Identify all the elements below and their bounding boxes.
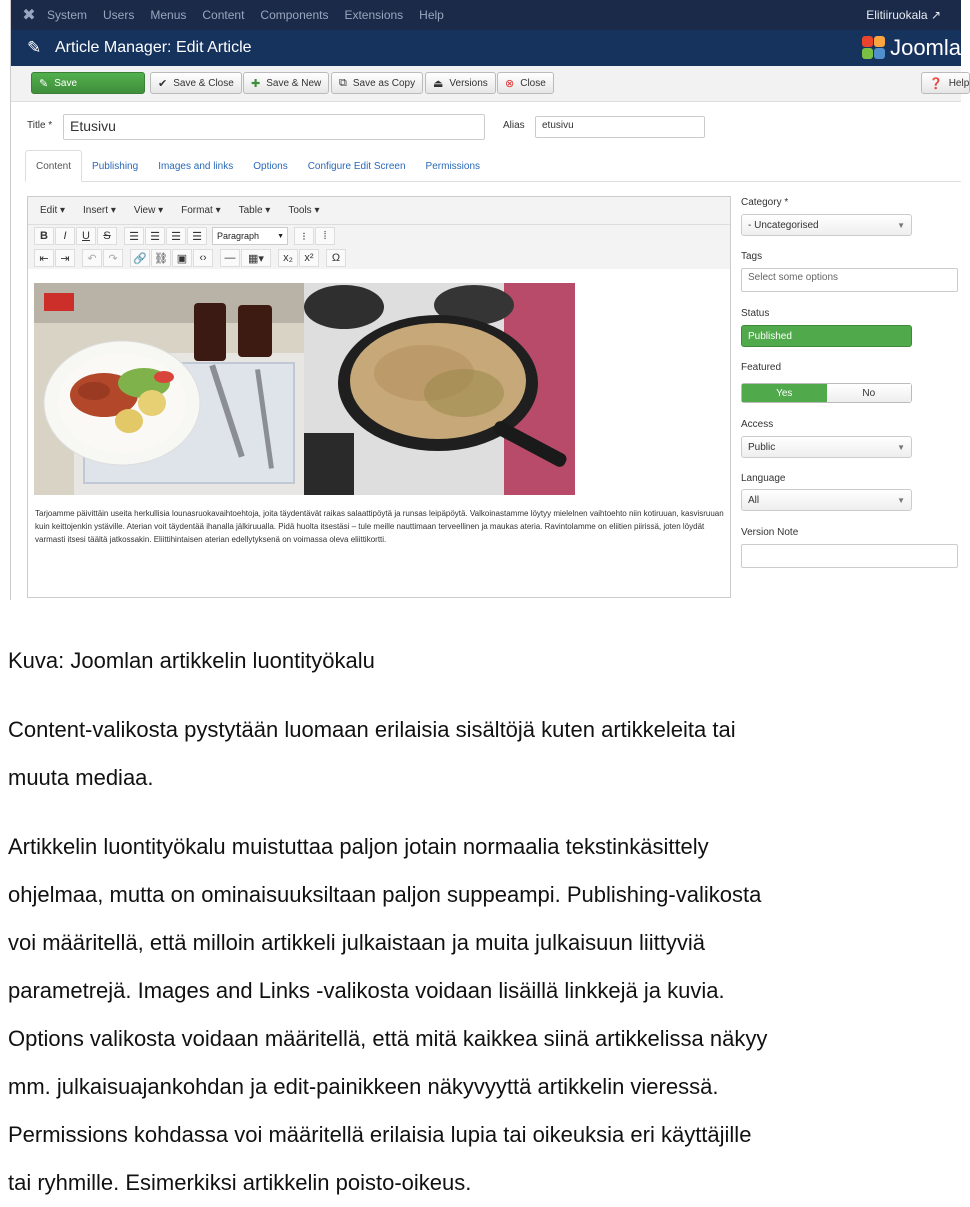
align-center-icon[interactable]: ☰ — [145, 227, 165, 245]
admin-menu — [47, 8, 460, 22]
paragraph-select-value: Paragraph — [217, 231, 260, 241]
featured-yes-button[interactable]: Yes — [742, 384, 827, 402]
title-label: Title * — [27, 120, 53, 131]
editor-toolbar-row-2 — [28, 247, 730, 269]
bullet-list-icon[interactable]: ⁝ — [294, 227, 314, 245]
paragraph-1-line-1: Content-valikosta pystytään luomaan erilaisia sisältöjä kuten artikkeleita tai — [8, 717, 736, 742]
lunch-plate-photo — [34, 283, 304, 495]
access-value: Public — [748, 441, 776, 453]
paragraph-2-line-1: Artikkelin luontityökalu muistuttaa paljon jotain normaalia tekstinkäsittely — [8, 834, 709, 859]
indent-icon[interactable]: ⇥ — [55, 249, 75, 267]
italic-icon[interactable]: I — [55, 227, 75, 245]
tags-input[interactable]: Select some options — [741, 268, 958, 292]
outdent-icon[interactable]: ⇤ — [34, 249, 54, 267]
save-new-label: Save & New — [266, 77, 322, 89]
menu-extensions[interactable]: Extensions — [344, 8, 404, 22]
joomla-mark-icon — [862, 36, 886, 60]
menu-menus[interactable]: Menus — [150, 8, 187, 22]
chevron-down-icon: ▼ — [277, 232, 284, 240]
plus-icon: ✚ — [251, 77, 261, 90]
tab-images-links[interactable]: Images and links — [158, 161, 234, 172]
paragraph-2-line-8: tai ryhmille. Esimerkiksi artikkelin poisto-oikeus. — [8, 1170, 472, 1195]
close-button[interactable] — [497, 72, 554, 94]
paragraph-2-line-5: Options valikosta voidaan määritellä, että mitä kaikkea siinä artikkelissa näkyy — [8, 1026, 768, 1051]
language-select[interactable] — [741, 489, 912, 511]
menu-users[interactable]: Users — [103, 8, 135, 22]
title-input[interactable]: Etusivu — [63, 114, 485, 140]
status-label: Status — [741, 308, 770, 319]
unlink-icon[interactable]: ⛓ — [151, 249, 171, 267]
paragraph-2-line-4: parametrejä. Images and Links -valikosta voidaan lisäillä linkkejä ja kuvia. — [8, 978, 725, 1003]
archive-icon: ⏏ — [433, 77, 444, 90]
bold-icon[interactable]: B — [34, 227, 54, 245]
tab-permissions[interactable]: Permissions — [425, 161, 481, 172]
tab-configure-edit-screen[interactable]: Configure Edit Screen — [307, 161, 406, 172]
tab-content[interactable]: Content — [25, 150, 82, 182]
superscript-icon[interactable]: x² — [299, 249, 319, 267]
featured-no-button[interactable]: No — [827, 384, 912, 402]
link-icon[interactable]: 🔗 — [130, 249, 150, 267]
featured-label: Featured — [741, 362, 782, 373]
save-label: Save — [54, 77, 78, 89]
menu-content[interactable]: Content — [202, 8, 245, 22]
action-toolbar — [11, 66, 970, 102]
save-new-button[interactable] — [243, 72, 329, 94]
version-note-label: Version Note — [741, 527, 799, 538]
version-note-input[interactable] — [741, 544, 958, 568]
menu-system[interactable]: System — [47, 8, 88, 22]
check-icon: ✔ — [158, 77, 168, 90]
editor-menu-table[interactable]: Table ▾ — [238, 205, 271, 216]
chevron-down-icon: ▼ — [897, 442, 905, 452]
paragraph-select[interactable] — [212, 227, 288, 245]
save-button[interactable] — [31, 72, 145, 94]
question-icon: ❓ — [929, 77, 943, 90]
title-bar — [11, 30, 961, 66]
article-photos — [34, 283, 575, 495]
chevron-down-icon: ▼ — [897, 495, 905, 505]
alias-input[interactable]: etusivu — [535, 116, 705, 138]
figure-caption: Kuva: Joomlan artikkelin luontityökalu — [8, 648, 375, 673]
align-justify-icon[interactable]: ☰ — [187, 227, 207, 245]
featured-toggle — [741, 383, 912, 403]
edit-tabs — [25, 150, 961, 182]
align-right-icon[interactable]: ☰ — [166, 227, 186, 245]
subscript-icon[interactable]: x₂ — [278, 249, 298, 267]
category-label: Category * — [741, 197, 789, 208]
top-navbar — [11, 0, 961, 30]
editor-menu-view[interactable]: View ▾ — [133, 205, 164, 216]
strikethrough-icon[interactable]: S — [97, 227, 117, 245]
paragraph-2-line-3: voi määritellä, että milloin artikkeli julkaistaan ja muita julkaisuun liittyviä — [8, 930, 705, 955]
paragraph-2-line-7: Permissions kohdassa voi määritellä erilaisia lupia tai oikeuksia eri käyttäjille — [8, 1122, 752, 1147]
editor-menubar — [28, 197, 730, 225]
joomla-logo-icon[interactable]: ✖ — [22, 7, 36, 24]
site-link[interactable]: Elitiiruokala ↗ — [866, 8, 941, 22]
access-label: Access — [741, 419, 774, 430]
save-close-button[interactable] — [150, 72, 242, 94]
paragraph-1-line-2: muuta mediaa. — [8, 765, 154, 790]
image-icon[interactable]: ▣ — [172, 249, 192, 267]
paragraph-2-line-6: mm. julkaisuajankohdan ja edit-painikkeen näkyvyyttä artikkelin vieressä. — [8, 1074, 719, 1099]
code-icon[interactable]: ‹› — [193, 249, 213, 267]
language-label: Language — [741, 473, 786, 484]
tinymce-editor — [27, 196, 731, 598]
alias-label: Alias — [503, 120, 525, 131]
tab-publishing[interactable]: Publishing — [92, 161, 139, 172]
editor-menu-edit[interactable]: Edit ▾ — [40, 205, 66, 216]
paragraph-2-line-2: ohjelmaa, mutta on ominaisuuksiltaan paljon suppeampi. Publishing-valikosta — [8, 882, 762, 907]
align-left-icon[interactable]: ☰ — [124, 227, 144, 245]
editor-toolbar-row-1 — [28, 225, 730, 247]
pencil-icon: ✎ — [27, 38, 42, 57]
tab-options[interactable]: Options — [253, 161, 288, 172]
editor-menu-format[interactable]: Format ▾ — [181, 205, 221, 216]
tags-label: Tags — [741, 251, 763, 262]
redo-icon[interactable]: ↷ — [103, 249, 123, 267]
joomla-screenshot — [10, 0, 970, 600]
save-copy-label: Save as Copy — [352, 77, 416, 89]
save-close-label: Save & Close — [173, 77, 234, 89]
close-icon: ⊗ — [505, 77, 515, 90]
close-label: Close — [520, 77, 546, 89]
save-copy-button[interactable] — [331, 72, 423, 94]
menu-components[interactable]: Components — [260, 8, 329, 22]
horizontal-rule-icon[interactable]: — — [220, 249, 240, 267]
special-character-icon[interactable]: Ω — [326, 249, 346, 267]
chevron-down-icon: ▼ — [897, 220, 905, 230]
edit-icon: ✎ — [39, 77, 49, 90]
language-value: All — [748, 494, 760, 506]
versions-button[interactable] — [425, 72, 496, 94]
help-button[interactable] — [921, 72, 970, 94]
status-select[interactable]: Published — [741, 325, 912, 347]
copy-icon: ⧉ — [339, 76, 347, 89]
joomla-brand-text: Joomla — [890, 35, 961, 60]
stir-fry-pan-photo — [304, 283, 575, 495]
editor-menu-insert[interactable]: Insert ▾ — [83, 205, 116, 216]
editor-menu-tools[interactable]: Tools ▾ — [288, 205, 320, 216]
help-label: Help — [948, 77, 970, 89]
underline-icon[interactable]: U — [76, 227, 96, 245]
table-icon[interactable]: ▦▾ — [241, 249, 271, 267]
undo-icon[interactable]: ↶ — [82, 249, 102, 267]
category-value: - Uncategorised — [748, 219, 819, 231]
category-select[interactable] — [741, 214, 912, 236]
menu-help[interactable]: Help — [419, 8, 444, 22]
joomla-brand — [862, 30, 961, 66]
versions-label: Versions — [449, 77, 488, 89]
access-select[interactable] — [741, 436, 912, 458]
article-body-text[interactable]: Tarjoamme päivittäin useita herkullisia lounasruokavaihtoehtoja, joita täydentävät raikas salaattipöytä ja runsas leipäpöytä. Valkoinastamme löytyy mielelnen vaihtoehto niin kotiruuan, kasvisruuan kuin keittojenkin ystäville. Aterian voit täydentää ihanalla jälkiruualla. Pidä huolta itsestäsi – tule meille nauttimaan terveellinen ja maukas ateria. Ravintolamme on eliitien piirissä, joten löydät varmasti itsesi täältä jatkossakin. Eliittihintaisen aterian edellytyksenä on voimassa oleva eliittikortti. — [35, 509, 724, 544]
page-title: Article Manager: Edit Article — [55, 39, 252, 56]
numbered-list-icon[interactable]: ⁞ — [315, 227, 335, 245]
